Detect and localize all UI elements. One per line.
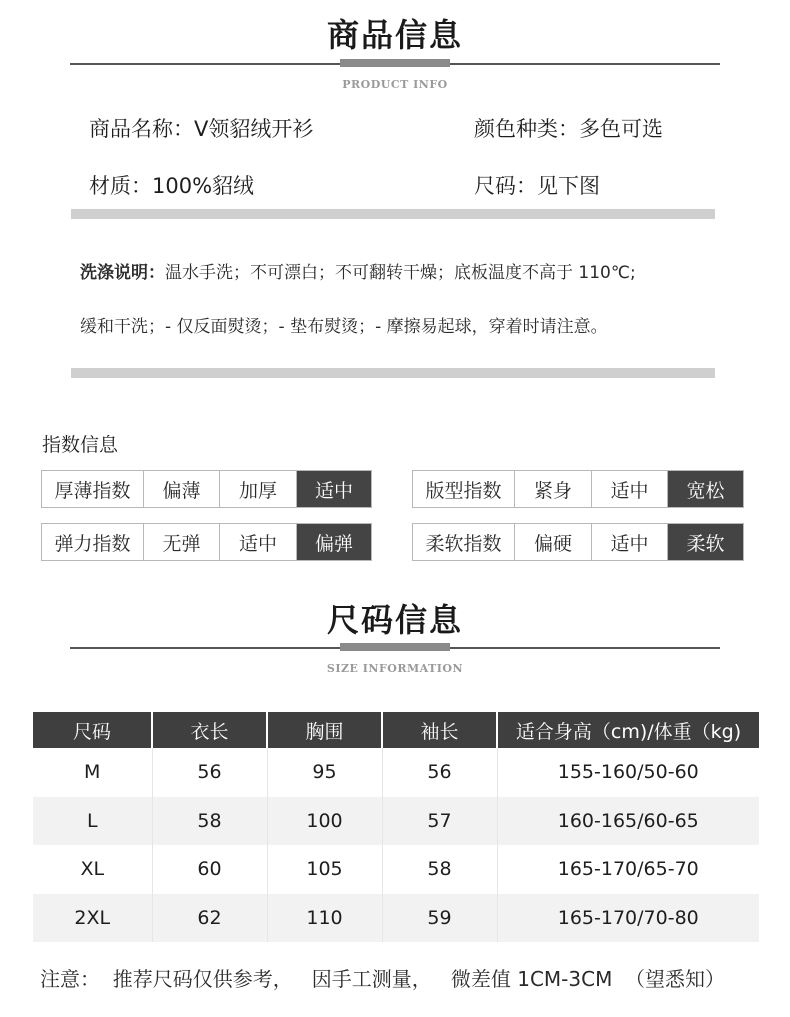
index-option: 适中	[592, 524, 668, 560]
table-cell: 56	[382, 748, 497, 797]
product-info-title: 商品信息	[326, 16, 463, 54]
table-cell: 59	[382, 894, 497, 943]
table-cell: L	[33, 797, 152, 846]
size-table	[33, 712, 759, 942]
index-option: 无弹	[144, 524, 220, 560]
care-line-1	[80, 258, 636, 283]
size-info-subtitle: SIZE INFORMATION	[326, 662, 464, 675]
table-cell: 60	[152, 845, 267, 894]
table-cell: 100	[267, 797, 382, 846]
index-label: 柔软指数	[413, 524, 515, 560]
table-cell: 58	[152, 797, 267, 846]
table-cell: 2XL	[33, 894, 152, 943]
title-divider-tab	[340, 59, 450, 67]
table-cell: 165-170/70-80	[497, 894, 759, 943]
table-cell: 160-165/60-65	[497, 797, 759, 846]
table-cell: M	[33, 748, 152, 797]
index-option-selected: 柔软	[668, 524, 743, 560]
care-line-2: 缓和干洗；- 仅反面熨烫；- 垫布熨烫；- 摩擦易起球，穿着时请注意。	[80, 317, 608, 337]
care-label: 洗涤说明：	[80, 263, 165, 283]
index-option: 加厚	[220, 471, 297, 507]
table-cell: 58	[382, 845, 497, 894]
size-note: 注意： 推荐尺码仅供参考， 因手工测量， 微差值 1CM-3CM （望悉知）	[40, 967, 726, 991]
index-title: 指数信息	[42, 434, 119, 456]
column-header: 衣长	[152, 712, 267, 748]
table-cell: 110	[267, 894, 382, 943]
gray-divider-1	[71, 209, 715, 219]
index-option: 适中	[592, 471, 668, 507]
index-option: 适中	[220, 524, 297, 560]
index-row-softness	[412, 523, 744, 561]
title-divider-tab	[340, 643, 450, 651]
table-row	[33, 894, 759, 943]
column-header: 适合身高（cm)/体重（kg)	[497, 712, 759, 748]
table-cell: 56	[152, 748, 267, 797]
column-header: 胸围	[267, 712, 382, 748]
index-option: 紧身	[515, 471, 592, 507]
gray-divider-2	[71, 368, 715, 378]
product-info-subtitle: PRODUCT INFO	[342, 78, 448, 91]
product-name: 商品名称：V领貂绒开衫	[89, 117, 314, 141]
column-header: 尺码	[33, 712, 152, 748]
index-label: 厚薄指数	[42, 471, 144, 507]
table-row	[33, 748, 759, 797]
table-row	[33, 797, 759, 846]
product-material: 材质：100%貂绒	[89, 174, 255, 198]
column-header: 袖长	[382, 712, 497, 748]
product-color: 颜色种类：多色可选	[474, 117, 663, 141]
index-row-elasticity	[41, 523, 372, 561]
index-option-selected: 适中	[297, 471, 371, 507]
care-text-1: 温水手洗；不可漂白；不可翻转干燥；底板温度不高于 110℃;	[165, 263, 636, 283]
index-label: 弹力指数	[42, 524, 144, 560]
index-option: 偏硬	[515, 524, 592, 560]
table-cell: 165-170/65-70	[557, 858, 699, 881]
index-option: 偏薄	[144, 471, 220, 507]
table-cell: 105	[267, 845, 382, 894]
index-label: 版型指数	[413, 471, 515, 507]
table-row	[33, 845, 759, 894]
index-option-selected: 偏弹	[297, 524, 371, 560]
index-row-thickness	[41, 470, 372, 508]
table-cell: 62	[152, 894, 267, 943]
table-header-row	[33, 712, 759, 748]
index-row-fit	[412, 470, 744, 508]
table-cell: 155-160/50-60	[557, 761, 699, 784]
table-cell: XL	[33, 845, 152, 894]
table-cell: 95	[267, 748, 382, 797]
table-cell: 57	[382, 797, 497, 846]
product-size: 尺码：见下图	[474, 174, 600, 198]
index-option-selected: 宽松	[668, 471, 743, 507]
size-info-title: 尺码信息	[326, 601, 463, 639]
